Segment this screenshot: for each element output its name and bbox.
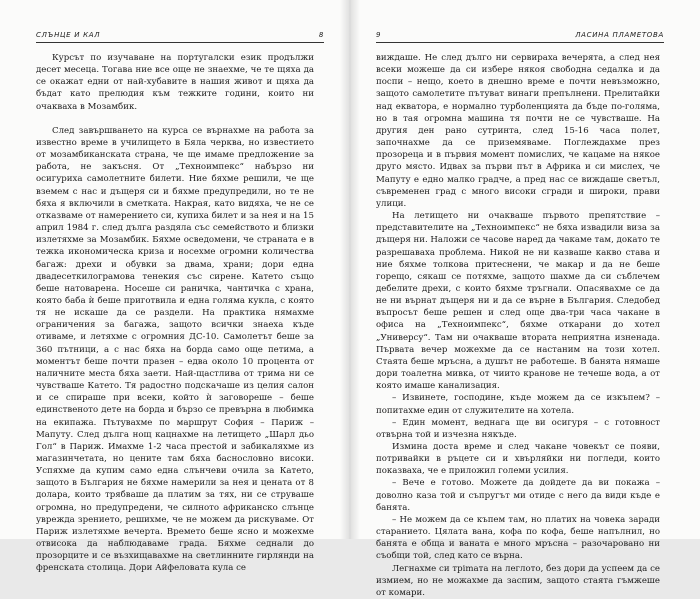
paragraph: виждаше. Не след дълго ни сервираха вечерята, а след нея всеки можеше да си избере някоя свободна седалка и да поспи – нещо, което в днешно време е почти невъзможно, защото самолетите пътуват винаги препълнени. Прелитайки над екватора, е нормално турболенцията да бъде по-голяма, но в тая огромна машина тя почти не се чувстваше. На другия ден рано сутринта, след 15-16 часа полет, започнахме да се приземяваме. Поглеждахме през прозореца и в първия момент помислих, че кацаме на някое друго място. Идвах за първи път в Африка и си мислех, че Мапуту е едно малко градче, а пред нас се виждаше светъл, съвременен град с много високи сгради и широки, прави улици. — [376, 53, 660, 209]
paragraph: – Един момент, веднага ще ви осигуря – с готовност отвърна той и изчезна някъде. — [376, 417, 660, 440]
paragraph: Измина доста време и след чакане човекът се появи, потривайки в ръцете си и хвърляйки ни погледи, които показваха, че е приложил големи усилия. — [376, 442, 660, 477]
paragraph: – Не можем да се къпем там, но платих на човека заради старанието. Цялата вана, кофа по кофа, беше напълнил, но банята е обща и ваната е много мръсна – разочаровано ни съобщи той, след като се върна. — [376, 514, 660, 562]
paragraph: На летището ни очакваше първото препятствие – представителите на „Техноимпекс“ не бяха извадили виза за дъщеря ни. Наложи се часове наред да чакаме там, докато те разрешаваха проблема. Никой не ни казваше какво става и ние бяхме толкова притеснени, че макар и да не беше горещо, сякаш се потяхме, защото шахме да си съблечем дебелите дрехи, с които бяхме тръгнали. Опасявахме се да не ни върнат дъщеря ни и да се върне в България. Следобед въпросът беше решен и след още два-три часа чакане в офиса на „Техноимпекс“, бяхме откарани до хотел „Универсу“. Там ни очакваше втората неприятна изненада. Първата вечер можехме да се настаним на този хотел. Стаята беше мръсна, а душът не работеше. В банята нямаше дори тоалетна мивка, от чиито кранове не течеше вода, а от която имаше канализация. — [376, 211, 660, 392]
right-page-text — [376, 52, 660, 599]
paragraph: Курсът по изучаване на португалски език продължи десет месеца. Тогава ние все още не знаехме, че те щяха да се окажат едни от най-хубавите в нашия живот и щяха да бъдат като прелюдия към тежките години, които ни очакваха в Мозамбик. — [36, 53, 314, 112]
paragraph: – Извинете, господине, къде можем да се изкъпем? – попитахме един от служителите на хотела. — [376, 393, 660, 416]
page-number: 8 — [318, 31, 324, 39]
running-head-right — [376, 30, 664, 43]
paragraph: Легнахме си трimата на леглото, без дори да успеем да се измием, но не можахме да заспим, защото стаята гъмжеше от комари. — [376, 563, 660, 598]
right-page — [350, 0, 700, 598]
left-page-text — [36, 52, 314, 575]
book-title: СЛЪНЦЕ И КАЛ — [36, 31, 101, 39]
paragraph: – Вече е готово. Можете да дойдете да ви покажа – доволно каза той и съпругът ми отиде с него да види къде е банята. — [376, 478, 660, 513]
running-head-left — [36, 30, 324, 43]
author-name: ЛАСИНА ПЛАМЕТОВА — [575, 31, 664, 39]
paragraph: След завършването на курса се върнахме на работа за известно време в училището в Бяла черква, но известието от мозамбиканската страна, че ще имаме предложение за работа, не закъсня. От „Техноимпекс“ набързо ни осигуриха самолетните билети. Ние бяхме решили, че ще вземем с нас и дъщеря си и бяхме предупредили, но те не бяха я включили в сметката. Накрая, като видяха, че не се отказваме от намерението си, купиха билет и за нея и на 15 април 1984 г. след дълга раздяла със семейството и близки излетяхме за Мозамбик. Бяхме осведомени, че страната е в тежка икономическа криза и носехме огромни количества багаж: дрехи и обувки за двама, храни; дори една двадесеткилограмова тенекия със сирене. Катето също беше натоварена. Носеше си раничка, чантичка с храна, която баба ѝ беше приготвила и една голяма кукла, с която тя не искаше да се раздели. На практика нямахме ограничения за багажа, защото всички знаеха къде отиваме, и летяхме с огромния ДС-10. Самолетът беше за 360 пътници, а с нас бяха на борда само още петима, а моментът беше почти празен – едва около 10 процента от наличните места бяха заети. Най-щастлива от трима ни се чувстваше Катето. Тя радостно подскачаше из целия салон и се спираше при всеки, който ѝ заговореше – беше единственото дете на борда и бързо се превърна в любимка на екипажа. Пътувахме по маршрут София – Париж – Мапуту. След дълга нощ кацнахме на летището „Шарл дьо Гол“ в Париж. Имахме 1-2 часа престой и забикаляхме из магазинчетата, но цените там бяха баснословно високи. Успяхме да купим само една слънчеви очила за Катето, защото в България не бяхме намерили за нея и цената от 8 долара, които трябваше да платим за тях, ни се струваше огромна, но предупредени, че силното африканско слънце уврежда зрението, решихме, че не можем да рискуваме. От Париж излетяхме вечерта. Времето беше ясно и можехме отвисока да наблюдаваме града. Бяхме седнали до прозорците и се възхищавахме на светлинните гирлянди на френската столица. Дори Айфеловата кула се — [36, 125, 314, 574]
left-page — [0, 0, 350, 574]
page-number: 9 — [376, 31, 382, 39]
